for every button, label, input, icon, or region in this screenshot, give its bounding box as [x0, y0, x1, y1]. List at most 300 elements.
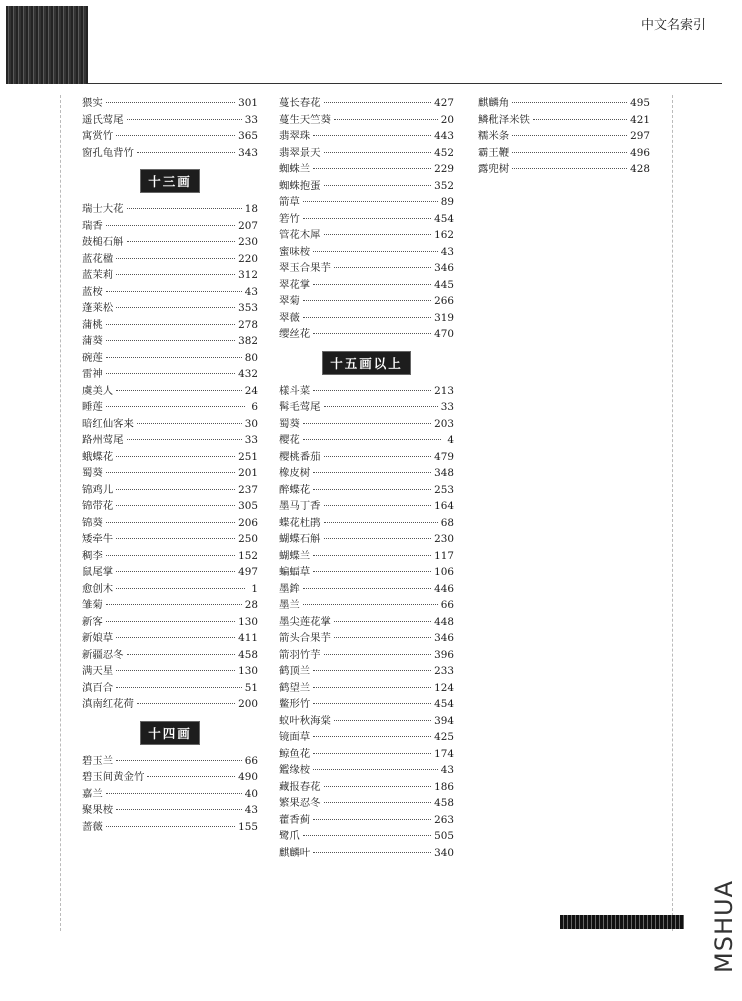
leader-dots: [324, 786, 432, 787]
index-entry: [279, 845, 454, 862]
entry-name: 鼠尾掌: [82, 566, 114, 578]
entry-name: 蔷薇: [82, 820, 103, 833]
index-entry: [82, 680, 258, 697]
entry-name: 翡翠景天: [279, 146, 321, 159]
index-entry: [279, 795, 454, 812]
index-entry: [279, 211, 454, 228]
leader-dots: [116, 571, 235, 572]
entry-name: 麒麟角: [478, 97, 510, 109]
leader-dots: [127, 654, 236, 655]
scan-corner-block: [6, 6, 88, 84]
entry-page-number: 237: [238, 483, 258, 496]
index-entry: [279, 597, 454, 614]
entry-page-number: 448: [434, 615, 454, 628]
entry-page-number: 396: [434, 648, 454, 661]
entry-page-number: 155: [238, 820, 258, 833]
index-entry: [82, 95, 258, 112]
entry-name: 鹭爪: [279, 830, 300, 842]
entry-page-number: 201: [238, 467, 258, 479]
leader-dots: [137, 423, 242, 424]
entry-page-number: 253: [434, 483, 454, 496]
section-heading: [82, 713, 258, 753]
entry-name: 翠花掌: [279, 278, 311, 291]
entry-page-number: 251: [238, 450, 258, 463]
entry-page-number: 174: [434, 747, 454, 760]
entry-page-number: 43: [440, 764, 454, 776]
entry-page-number: 43: [440, 245, 454, 258]
entry-name: 稠李: [82, 549, 103, 562]
leader-dots: [313, 284, 431, 285]
leader-dots: [147, 776, 235, 777]
entry-page-number: 18: [244, 203, 258, 215]
entry-page-number: 428: [630, 163, 650, 175]
leader-dots: [313, 168, 431, 169]
index-entry: [82, 145, 258, 162]
index-entry: [82, 581, 258, 598]
leader-dots: [106, 472, 235, 473]
entry-page-number: 432: [238, 368, 258, 380]
index-entry: [279, 498, 454, 515]
leader-dots: [116, 809, 242, 810]
entry-page-number: 297: [630, 130, 650, 142]
leader-dots: [313, 852, 431, 853]
leader-dots: [116, 687, 242, 688]
index-entry: [279, 95, 454, 112]
index-entry: [82, 432, 258, 449]
index-entry: [279, 416, 454, 433]
entry-name: 蝙蝠草: [279, 566, 311, 578]
leader-dots: [324, 185, 432, 186]
right-margin-line: [672, 95, 673, 931]
index-entry: [478, 145, 650, 162]
index-entry: [279, 531, 454, 548]
index-entry: [279, 828, 454, 845]
index-entry: [279, 178, 454, 195]
index-entry: [82, 802, 258, 819]
leader-dots: [324, 152, 432, 153]
leader-dots: [106, 225, 235, 226]
entry-page-number: 343: [238, 146, 258, 159]
entry-name: 愈创木: [82, 582, 114, 595]
entry-name: 瑞香: [82, 219, 103, 232]
entry-page-number: 207: [238, 219, 258, 232]
index-entry: [82, 383, 258, 400]
section-heading: [279, 343, 454, 383]
entry-name: 雷神: [82, 368, 103, 380]
leader-dots: [106, 604, 242, 605]
leader-dots: [116, 588, 245, 589]
entry-page-number: 495: [630, 97, 650, 109]
entry-page-number: 352: [434, 179, 454, 192]
leader-dots: [106, 373, 235, 374]
entry-page-number: 250: [238, 533, 258, 545]
entry-name: 露兜树: [478, 163, 510, 175]
entry-page-number: 203: [434, 417, 454, 430]
leader-dots: [106, 324, 235, 325]
index-entry: [82, 465, 258, 482]
index-entry: [82, 201, 258, 218]
entry-page-number: 346: [434, 632, 454, 644]
leader-dots: [106, 291, 242, 292]
leader-dots: [512, 152, 627, 153]
leader-dots: [303, 588, 431, 589]
entry-name: 蓝茉莉: [82, 269, 114, 281]
entry-name: 樱花: [279, 434, 300, 446]
entry-name: 墨马丁香: [279, 500, 321, 512]
leader-dots: [313, 703, 431, 704]
entry-name: 缨丝花: [279, 328, 311, 340]
leader-dots: [313, 571, 431, 572]
entry-page-number: 505: [434, 830, 454, 842]
leader-dots: [313, 472, 431, 473]
leader-dots: [127, 119, 242, 120]
entry-page-number: 229: [434, 163, 454, 175]
index-entry: [82, 267, 258, 284]
entry-name: 髯毛莺尾: [279, 401, 321, 413]
leader-dots: [116, 760, 242, 761]
leader-dots: [303, 604, 438, 605]
leader-dots: [324, 654, 432, 655]
entry-name: 蔓生天竺葵: [279, 113, 331, 126]
entry-page-number: 340: [434, 846, 454, 859]
entry-name: 蜜味桉: [279, 245, 311, 258]
entry-page-number: 28: [244, 599, 258, 611]
entry-name: 鳞秕泽米铁: [478, 113, 530, 126]
leader-dots: [324, 522, 438, 523]
leader-dots: [116, 135, 235, 136]
index-entry: [82, 663, 258, 680]
index-entry: [82, 112, 258, 129]
index-entry: [279, 779, 454, 796]
entry-page-number: 66: [244, 754, 258, 767]
entry-name: 蜀葵: [279, 417, 300, 430]
entry-page-number: 490: [238, 771, 258, 783]
scan-bottom-bar: [560, 915, 684, 929]
leader-dots: [116, 274, 235, 275]
entry-page-number: 458: [238, 648, 258, 661]
index-entry: [279, 383, 454, 400]
index-entry: [279, 194, 454, 211]
leader-dots: [313, 736, 431, 737]
leader-dots: [324, 102, 432, 103]
index-entry: [279, 548, 454, 565]
leader-dots: [303, 300, 431, 301]
leader-dots: [106, 340, 235, 341]
index-entry: [82, 515, 258, 532]
index-entry: [279, 260, 454, 277]
index-entry: [279, 161, 454, 178]
entry-page-number: 353: [238, 302, 258, 314]
entry-page-number: 33: [244, 434, 258, 446]
entry-name: 翠菊: [279, 295, 300, 307]
entry-name: 蝴蝶兰: [279, 549, 311, 562]
entry-page-number: 230: [434, 533, 454, 545]
index-entry: [82, 317, 258, 334]
leader-dots: [313, 489, 431, 490]
entry-page-number: 394: [434, 714, 454, 727]
leader-dots: [116, 637, 235, 638]
index-entry: [82, 597, 258, 614]
leader-dots: [324, 802, 432, 803]
entry-page-number: 470: [434, 328, 454, 340]
entry-name: 霸王鞭: [478, 146, 510, 159]
index-entry: [82, 696, 258, 713]
entry-name: 鳖形竹: [279, 698, 311, 710]
entry-name: 蓝桉: [82, 285, 103, 298]
leader-dots: [324, 406, 438, 407]
leader-dots: [334, 720, 431, 721]
entry-name: 碗莲: [82, 351, 103, 364]
entry-page-number: 230: [238, 236, 258, 248]
leader-dots: [313, 687, 431, 688]
index-entry: [279, 564, 454, 581]
entry-name: 虞美人: [82, 384, 114, 397]
section-heading-label: 十三画: [141, 170, 199, 192]
entry-page-number: 20: [440, 113, 454, 126]
entry-page-number: 220: [238, 252, 258, 265]
index-entry: [279, 581, 454, 598]
leader-dots: [106, 406, 245, 407]
entry-name: 镜面草: [279, 731, 311, 743]
leader-dots: [106, 793, 242, 794]
entry-page-number: 312: [238, 269, 258, 281]
leader-dots: [512, 168, 627, 169]
entry-name: 翡翠珠: [279, 130, 311, 142]
entry-page-number: 4: [447, 434, 454, 446]
leader-dots: [106, 826, 235, 827]
index-entry: [82, 350, 258, 367]
entry-name: 锦葵: [82, 516, 103, 529]
entry-page-number: 427: [434, 97, 454, 109]
entry-page-number: 496: [630, 146, 650, 159]
leader-dots: [106, 621, 235, 622]
entry-page-number: 152: [238, 549, 258, 562]
index-column-1: [82, 95, 258, 835]
leader-dots: [313, 390, 431, 391]
index-entry: [279, 630, 454, 647]
index-entry: [82, 564, 258, 581]
entry-page-number: 301: [238, 97, 258, 109]
entry-page-number: 164: [434, 500, 454, 512]
index-entry: [82, 300, 258, 317]
index-entry: [279, 128, 454, 145]
entry-name: 翠玉合果芋: [279, 262, 331, 274]
leader-dots: [116, 456, 235, 457]
entry-name: 糯米条: [478, 130, 510, 142]
entry-name: 翠薇: [279, 311, 300, 324]
entry-name: 醉蝶花: [279, 483, 311, 496]
entry-page-number: 319: [434, 311, 454, 324]
entry-page-number: 421: [630, 113, 650, 126]
index-entry: [279, 746, 454, 763]
index-entry: [82, 251, 258, 268]
index-entry: [279, 112, 454, 129]
entry-name: 滇百合: [82, 681, 114, 694]
leader-dots: [106, 555, 235, 556]
index-entry: [82, 234, 258, 251]
entry-page-number: 6: [251, 401, 258, 413]
leader-dots: [303, 423, 431, 424]
entry-page-number: 266: [434, 295, 454, 307]
entry-name: 墨尖莲花掌: [279, 615, 331, 628]
entry-name: 碧玉间黄金竹: [82, 771, 145, 783]
entry-name: 箭羽竹芋: [279, 648, 321, 661]
index-entry: [279, 663, 454, 680]
index-entry: [279, 647, 454, 664]
index-entry: [279, 515, 454, 532]
entry-name: 蔓长春花: [279, 97, 321, 109]
entry-page-number: 186: [434, 780, 454, 793]
entry-name: 橡皮树: [279, 467, 311, 479]
entry-page-number: 348: [434, 467, 454, 479]
entry-name: 墨兰: [279, 599, 300, 611]
index-entry: [279, 465, 454, 482]
entry-page-number: 206: [238, 516, 258, 529]
leader-dots: [127, 208, 242, 209]
entry-page-number: 233: [434, 665, 454, 677]
entry-name: 新疆忍冬: [82, 648, 124, 661]
leader-dots: [116, 390, 242, 391]
entry-name: 矮牵牛: [82, 533, 114, 545]
index-column-2: [279, 95, 454, 861]
entry-page-number: 479: [434, 450, 454, 463]
entry-page-number: 1: [251, 582, 258, 595]
entry-name: 蝴蝶石斛: [279, 533, 321, 545]
entry-page-number: 446: [434, 582, 454, 595]
leader-dots: [106, 102, 235, 103]
entry-page-number: 66: [440, 599, 454, 611]
index-entry: [279, 729, 454, 746]
entry-name: 蓬莱松: [82, 302, 114, 314]
entry-name: 瑞士大花: [82, 203, 124, 215]
side-watermark: MSHUA: [710, 880, 738, 973]
leader-dots: [116, 538, 235, 539]
entry-name: 遥氏莺尾: [82, 113, 124, 126]
entry-page-number: 454: [434, 212, 454, 225]
index-entry: [279, 449, 454, 466]
entry-name: 滇南红花荷: [82, 698, 134, 710]
entry-page-number: 43: [244, 804, 258, 816]
entry-name: 寓赏竹: [82, 130, 114, 142]
leader-dots: [334, 119, 438, 120]
index-entry: [82, 819, 258, 836]
leader-dots: [127, 241, 236, 242]
leader-dots: [313, 670, 431, 671]
entry-page-number: 80: [244, 351, 258, 364]
entry-page-number: 30: [244, 417, 258, 430]
entry-name: 鹤顶兰: [279, 665, 311, 677]
leader-dots: [512, 135, 627, 136]
entry-name: 繁果忍冬: [279, 797, 321, 809]
index-entry: [478, 128, 650, 145]
entry-name: 暗红仙客来: [82, 417, 134, 430]
leader-dots: [303, 317, 431, 318]
entry-name: 新娘草: [82, 632, 114, 644]
entry-name: 鹤望兰: [279, 681, 311, 694]
index-entry: [82, 769, 258, 786]
index-entry: [82, 498, 258, 515]
leader-dots: [303, 439, 441, 440]
leader-dots: [303, 218, 431, 219]
entry-name: 箬竹: [279, 212, 300, 225]
section-heading-label: 十四画: [141, 722, 199, 744]
entry-name: 蛾蝶花: [82, 450, 114, 463]
index-entry: [279, 310, 454, 327]
entry-name: 藏报春花: [279, 780, 321, 793]
leader-dots: [313, 753, 431, 754]
entry-name: 蜘蛛兰: [279, 163, 311, 175]
entry-name: 蒲桃: [82, 318, 103, 331]
leader-dots: [334, 621, 431, 622]
leader-dots: [313, 251, 438, 252]
entry-page-number: 213: [434, 384, 454, 397]
entry-name: 墨鉾: [279, 582, 300, 595]
leader-dots: [116, 307, 235, 308]
page-title: 中文名索引: [640, 18, 706, 33]
leader-dots: [127, 439, 242, 440]
index-entry: [82, 647, 258, 664]
entry-page-number: 117: [434, 549, 454, 562]
entry-page-number: 454: [434, 698, 454, 710]
index-entry: [82, 482, 258, 499]
index-entry: [279, 762, 454, 779]
leader-dots: [137, 152, 235, 153]
entry-page-number: 445: [434, 278, 454, 291]
index-entry: [279, 145, 454, 162]
entry-page-number: 452: [434, 146, 454, 159]
entry-page-number: 130: [238, 665, 258, 677]
entry-name: 锦鸡儿: [82, 483, 114, 496]
leader-dots: [116, 489, 235, 490]
entry-name: 鼓槌石斛: [82, 236, 124, 248]
leader-dots: [303, 201, 438, 202]
leader-dots: [106, 522, 235, 523]
index-entry: [279, 277, 454, 294]
section-heading: [82, 161, 258, 201]
leader-dots: [313, 769, 438, 770]
entry-name: 藿香蓟: [279, 813, 311, 826]
leader-dots: [334, 637, 431, 638]
index-entry: [279, 614, 454, 631]
entry-name: 鑑缘桉: [279, 764, 311, 776]
entry-name: 聚果桉: [82, 804, 114, 816]
entry-page-number: 346: [434, 262, 454, 274]
entry-name: 箭头合果芋: [279, 632, 331, 644]
entry-page-number: 43: [244, 285, 258, 298]
entry-name: 嘉兰: [82, 787, 103, 800]
section-heading-label: 十五画以上: [323, 352, 410, 374]
leader-dots: [324, 538, 432, 539]
entry-page-number: 497: [238, 566, 258, 578]
leader-dots: [324, 234, 432, 235]
entry-name: 雏菊: [82, 599, 103, 611]
index-entry: [279, 399, 454, 416]
leader-dots: [334, 267, 431, 268]
index-column-3: [478, 95, 650, 178]
index-entry: [82, 548, 258, 565]
index-entry: [279, 326, 454, 343]
index-entry: [82, 128, 258, 145]
entry-name: 蒲葵: [82, 335, 103, 347]
index-entry: [82, 416, 258, 433]
index-entry: [82, 399, 258, 416]
entry-name: 樱桃番茄: [279, 450, 321, 463]
leader-dots: [313, 555, 431, 556]
entry-name: 蓝花楹: [82, 252, 114, 265]
entry-page-number: 130: [238, 615, 258, 628]
entry-name: 麒麟叶: [279, 846, 311, 859]
entry-page-number: 68: [440, 516, 454, 529]
